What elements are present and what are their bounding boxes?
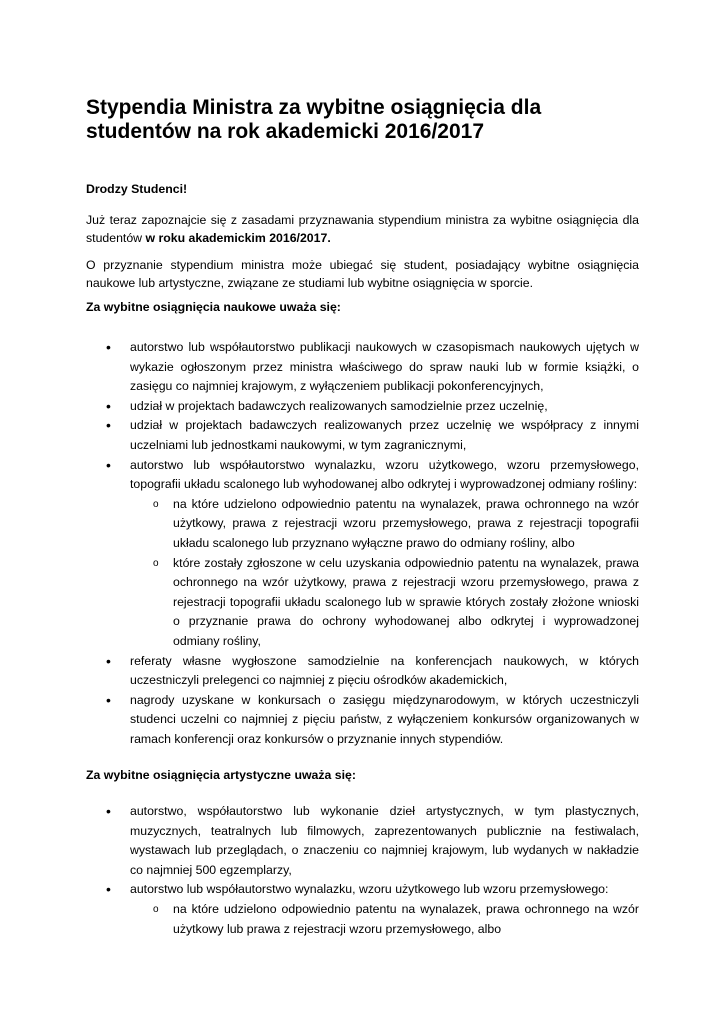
sub-list-item: o na które udzielono odpowiednio patentu na wynalazek, prawa ochronnego na wzór użytkowy, prawa z rejestracji wzoru przemysłowego, prawa z rejestracji topografii układu scalonego lub przyznano wyłączne prawo do odmiany rośliny, albo (130, 495, 639, 554)
scientific-sublist (130, 495, 639, 652)
list-item (86, 456, 639, 652)
eligibility-paragraph: O przyznanie stypendium ministra może ubiegać się student, posiadający wybitne osiągnięcia naukowe lub artystyczne, związane ze studiami lub wybitne osiągnięcia w sporcie. (86, 258, 639, 291)
sub-list-item: o które zostały zgłoszone w celu uzyskania odpowiednio patentu na wynalazek, prawa ochronnego na wzór użytkowy, prawa z rejestracji wzoru przemysłowego, prawa z rejestracji topografii układu scalonego lub w sprawie których zostały złożone wnioski o przyznanie prawa do ochrony wyhodowanej albo odkrytej i wyprowadzonej odmiany rośliny, (130, 554, 639, 652)
artistic-list (86, 802, 639, 939)
scientific-heading: Za wybitne osiągnięcia naukowe uważa się: (86, 300, 341, 314)
artistic-heading: Za wybitne osiągnięcia artystyczne uważa się: (86, 768, 356, 782)
artistic-sublist (130, 900, 639, 939)
list-item: • nagrody uzyskane w konkursach o zasięgu międzynarodowym, w których uczestniczyli studenci uczelni co najmniej z pięciu państw, z wyłączeniem konkursów organizowanych w ramach konferencji oraz konkursów o przyznanie innych stypendiów. (86, 691, 639, 750)
page-title: Stypendia Ministra za wybitne osiągnięcia dla studentów na rok akademicki 2016/2017 (86, 96, 542, 143)
intro-paragraph (86, 211, 639, 248)
list-item: • autorstwo, współautorstwo lub wykonanie dzieł artystycznych, w tym plastycznych, muzycznych, teatralnych lub filmowych, zaprezentowanych publicznie na festiwalach, wystawach lub przeglądach, o znaczeniu co najmniej krajowym, lub wydanych w nakładzie co najmniej 500 egzemplarzy, (86, 802, 639, 880)
list-item (86, 880, 639, 939)
list-item-text: autorstwo lub współautorstwo wynalazku, wzoru użytkowego lub wzoru przemysłowego: (130, 882, 609, 897)
sub-list-item: o na które udzielono odpowiednio patentu na wynalazek, prawa ochronnego na wzór użytkowy lub prawa z rejestracji wzoru przemysłowego, albo (130, 900, 639, 939)
list-item-text: autorstwo lub współautorstwo wynalazku, wzoru użytkowego, wzoru przemysłowego, topografii układu scalonego lub wyhodowanej albo odkrytej i wyprowadzonej odmiany rośliny: (130, 457, 639, 492)
greeting: Drodzy Studenci! (86, 182, 188, 196)
intro-text: Już teraz zapoznajcie się z zasadami przyznawania stypendium ministra za wybitne osiągnięcia dla studentów (86, 213, 639, 246)
intro-bold: w roku akademickim 2016/2017. (145, 231, 331, 246)
list-item: • referaty własne wygłoszone samodzielnie na konferencjach naukowych, w których uczestniczyli prelegenci co najmniej z pięciu ośrodków akademickich, (86, 652, 639, 691)
list-item: • udział w projektach badawczych realizowanych samodzielnie przez uczelnię, (86, 397, 639, 417)
list-item: • autorstwo lub współautorstwo publikacji naukowych w czasopismach naukowych ujętych w wykazie ogłoszonym przez ministra właściwego do spraw nauki lub w formie książki, o zasięgu co najmniej krajowym, z wyłączeniem publikacji pokonferencyjnych, (86, 338, 639, 397)
scientific-list (86, 338, 639, 749)
list-item: • udział w projektach badawczych realizowanych przez uczelnię we współpracy z innymi uczelniami lub jednostkami naukowymi, w tym zagranicznymi, (86, 416, 639, 455)
